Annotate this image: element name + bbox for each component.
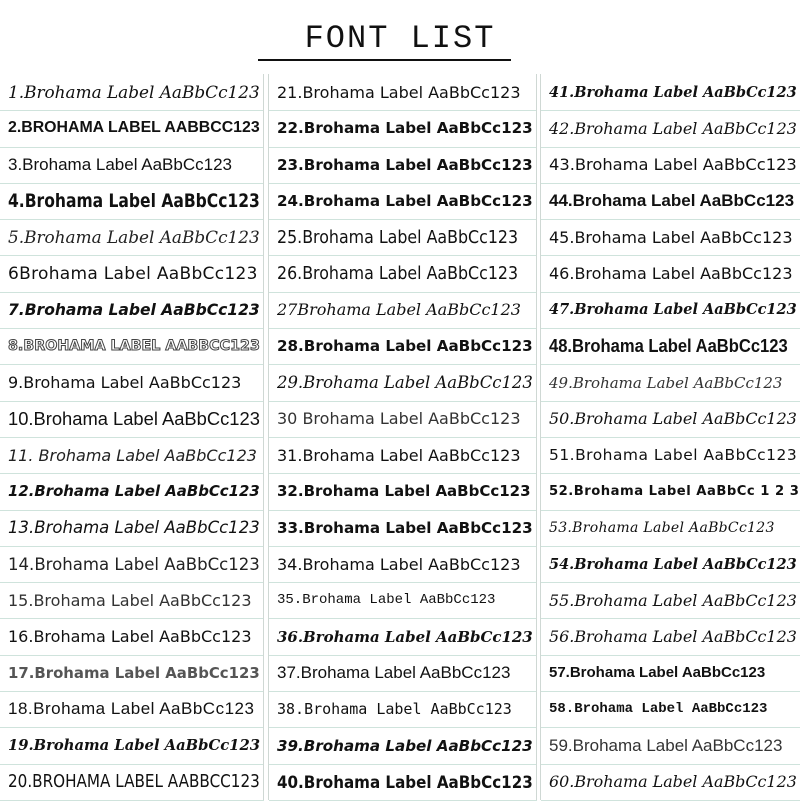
font-sample-text: 29.Brohama Label AaBbCc123 [277,373,533,393]
font-sample-text: 34.Brohama Label AaBbCc123 [277,554,521,574]
font-sample-row [0,546,264,583]
font-sample-row [0,328,264,365]
font-sample-text: 12.Brohama Label AaBbCc123 [8,482,260,501]
font-sample-text: 31.Brohama Label AaBbCc123 [277,445,521,465]
font-sample-row [269,582,537,619]
font-sample-text: 2.BROHAMA LABEL AABBCC123 [8,119,260,137]
font-sample-row [0,256,264,293]
font-sample-row [269,74,537,111]
title-area [0,0,800,70]
font-sample-text: 56.Brohama Label AaBbCc123 [549,627,797,647]
font-sample-row [541,364,800,401]
font-sample-row [0,764,264,801]
font-sample-row [541,147,800,184]
font-sample-text: 43.Brohama Label AaBbCc123 [549,155,797,175]
font-sample-text: 50.Brohama Label AaBbCc123 [549,409,797,429]
font-sample-text: 47.Brohama Label AaBbCc123 [549,301,797,319]
font-sample-text: 13.Brohama Label AaBbCc123 [8,518,260,538]
font-sample-text: 48.Brohama Label AaBbCc123 [549,335,788,356]
font-sample-row [541,510,800,547]
font-sample-row [269,328,537,365]
font-sample-text: 33.Brohama Label AaBbCc123 [277,518,533,537]
font-sample-row [541,183,800,220]
font-sample-text: 19.Brohama Label AaBbCc123 [8,737,260,755]
font-column-1 [0,74,264,800]
font-sample-text: 53.Brohama Label AaBbCc123 [549,519,775,536]
font-sample-row [541,473,800,510]
font-sample-row [0,401,264,438]
font-sample-text: 46.Brohama Label AaBbCc123 [549,264,793,284]
font-sample-row [269,147,537,184]
font-sample-row [269,110,537,147]
font-sample-text: 10.Brohama Label AaBbCc123 [8,407,260,429]
font-sample-row [541,74,800,111]
font-grid [0,74,800,800]
font-sample-text: 11. Brohama Label AaBbCc123 [8,445,257,465]
font-sample-text: 59.Brohama Label AaBbCc123 [549,735,783,755]
font-sample-row [0,364,264,401]
font-sample-row [0,655,264,692]
font-sample-row [269,364,537,401]
font-sample-text: 6Brohama Label AaBbCc123 [8,263,258,284]
font-column-2 [268,74,537,800]
font-sample-row [541,401,800,438]
font-sample-row [541,437,800,474]
font-column-3 [540,74,800,800]
font-sample-text: 38.Brohama Label AaBbCc123 [277,700,512,719]
font-sample-row [0,727,264,764]
font-sample-row [0,219,264,256]
font-sample-text: 27Brohama Label AaBbCc123 [277,300,521,320]
font-sample-text: 36.Brohama Label AaBbCc123 [277,627,533,646]
font-sample-text: 35.Brohama Label AaBbCc123 [277,592,496,609]
font-sample-text: 44.Brohama Label AaBbCc123 [549,191,795,211]
font-sample-row [0,147,264,184]
font-sample-row [541,655,800,692]
font-sample-text: 25.Brohama Label AaBbCc123 [277,226,519,248]
font-sample-text: 58.Brohama Label AaBbCc123 [549,701,768,718]
font-sample-row [0,437,264,474]
font-sample-row [541,328,800,365]
font-sample-text: 5.Brohama Label AaBbCc123 [8,227,260,248]
font-sample-text: 18.Brohama Label AaBbCc123 [8,699,255,719]
font-sample-row [269,764,537,801]
font-sample-row [0,183,264,220]
font-sample-row [269,727,537,764]
font-sample-row [541,292,800,329]
font-sample-text: 23.Brohama Label AaBbCc123 [277,155,533,174]
font-sample-text: 40.Brohama Label AaBbCc123 [277,771,533,792]
font-sample-text: 32.Brohama Label AaBbCc123 [277,482,531,501]
font-sample-row [269,546,537,583]
font-sample-row [541,727,800,764]
font-sample-text: 4.Brohama Label AaBbCc123 [8,190,260,212]
font-sample-text: 37.Brohama Label AaBbCc123 [277,662,511,682]
font-sample-row [541,582,800,619]
font-sample-row [269,401,537,438]
font-sample-text: 24.Brohama Label AaBbCc123 [277,192,533,211]
title-underline [258,59,511,61]
font-sample-row [0,74,264,111]
font-sample-row [269,256,537,293]
font-sample-row [269,183,537,220]
font-sample-text: 7.Brohama Label AaBbCc123 [8,300,260,319]
font-sample-row [269,619,537,656]
font-sample-text: 8.BROHAMA LABEL AABBCC123 [8,338,260,355]
font-sample-text: 9.Brohama Label AaBbCc123 [8,373,242,393]
font-sample-text: 42.Brohama Label AaBbCc123 [549,118,797,138]
font-sample-text: 49.Brohama Label AaBbCc123 [549,373,783,392]
font-sample-row [0,510,264,547]
font-sample-row [269,292,537,329]
font-sample-text: 1.Brohama Label AaBbCc123 [8,82,260,103]
font-sample-row [541,546,800,583]
font-sample-row [269,437,537,474]
font-sample-text: 41.Brohama Label AaBbCc123 [549,83,797,101]
font-sample-row [541,764,800,801]
font-sample-row [269,219,537,256]
page-title: FONT LIST [304,20,496,57]
font-sample-text: 3.Brohama Label AaBbCc123 [8,154,232,174]
font-sample-text: 28.Brohama Label AaBbCc123 [277,337,533,356]
font-sample-row [541,619,800,656]
font-sample-text: 17.Brohama Label AaBbCc123 [8,663,260,682]
font-sample-row [269,510,537,547]
font-sample-text: 52.Brohama Label AaBbCc 1 2 3 [549,483,800,499]
font-sample-text: 21.Brohama Label AaBbCc123 [277,82,521,102]
font-sample-row [0,110,264,147]
font-sample-text: 14.Brohama Label AaBbCc123 [8,554,260,574]
font-sample-row [269,655,537,692]
font-sample-row [0,582,264,619]
font-sample-text: 20.BROHAMA LABEL AABBCC123 [8,771,260,793]
font-sample-row [0,473,264,510]
font-sample-text: 22.Brohama Label AaBbCc123 [277,119,533,138]
font-sample-text: 60.Brohama Label AaBbCc123 [549,772,797,792]
font-sample-text: 16.Brohama Label AaBbCc123 [8,627,252,647]
font-sample-row [269,473,537,510]
font-sample-text: 26.Brohama Label AaBbCc123 [277,263,519,285]
font-sample-row [541,219,800,256]
font-sample-text: 45.Brohama Label AaBbCc123 [549,227,793,247]
font-sample-text: 54.Brohama Label AaBbCc123 [549,555,797,573]
font-sample-text: 51.Brohama Label AaBbCc123 [549,446,798,465]
font-sample-text: 57.Brohama Label AaBbCc123 [549,664,766,682]
font-sample-row [0,691,264,728]
font-sample-row [541,256,800,293]
font-sample-text: 15.Brohama Label AaBbCc123 [8,590,252,610]
font-sample-row [269,691,537,728]
font-sample-row [541,691,800,728]
font-sample-row [0,619,264,656]
font-sample-text: 55.Brohama Label AaBbCc123 [549,590,797,610]
font-sample-text: 30 Brohama Label AaBbCc123 [277,409,521,429]
font-sample-row [541,110,800,147]
font-sample-row [0,292,264,329]
font-sample-text: 39.Brohama Label AaBbCc123 [277,736,533,755]
